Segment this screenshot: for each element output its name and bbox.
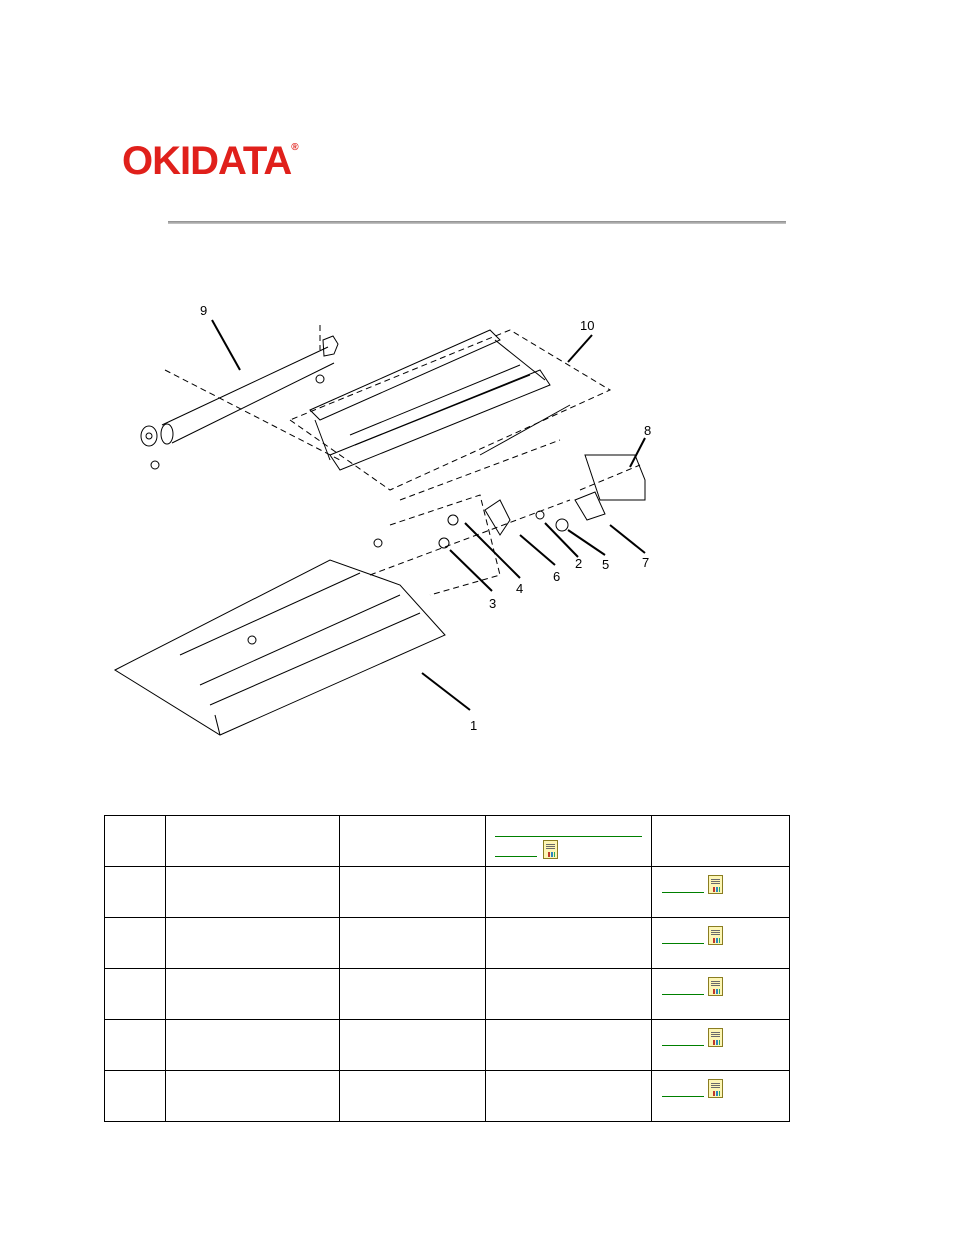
table-cell (486, 918, 652, 969)
table-cell[interactable] (652, 918, 790, 969)
table-cell (486, 1020, 652, 1071)
document-chart-icon[interactable] (708, 1028, 723, 1047)
callout-2: 2 (575, 556, 583, 571)
row-link[interactable] (662, 892, 704, 893)
frame-part (310, 330, 570, 470)
document-chart-icon[interactable] (708, 1079, 723, 1098)
callout-arrows (212, 320, 645, 710)
table-cell (166, 918, 340, 969)
callout-5: 5 (602, 557, 610, 572)
okidata-logo (122, 139, 299, 183)
row-link[interactable] (662, 943, 704, 944)
table-cell (166, 816, 340, 867)
row-link[interactable] (662, 1045, 704, 1046)
table-cell (105, 918, 166, 969)
table-header-row (105, 816, 790, 867)
table-cell[interactable] (652, 1071, 790, 1122)
table-cell (166, 867, 340, 918)
document-chart-icon[interactable] (708, 875, 723, 894)
table-cell (340, 1020, 486, 1071)
logo-text: OKIDATA (122, 139, 292, 183)
callout-10: 10 (580, 318, 595, 333)
table-cell (105, 1071, 166, 1122)
table-cell (340, 816, 486, 867)
parts-exploded-diagram (100, 295, 700, 745)
table-cell[interactable] (652, 969, 790, 1020)
header-rule (168, 221, 786, 224)
document-chart-icon[interactable] (708, 926, 723, 945)
table-cell[interactable] (652, 1020, 790, 1071)
table-cell (105, 1020, 166, 1071)
table-cell (340, 1071, 486, 1122)
table-cell (166, 969, 340, 1020)
row-link[interactable] (662, 1096, 704, 1097)
callout-7: 7 (642, 555, 650, 570)
table-cell (486, 969, 652, 1020)
table-cell (105, 867, 166, 918)
row-link[interactable] (662, 994, 704, 995)
table-cell (166, 1071, 340, 1122)
parts-table (104, 815, 790, 1122)
table-cell (340, 969, 486, 1020)
base-part (115, 560, 445, 735)
table-cell (105, 969, 166, 1020)
table-row (105, 1020, 790, 1071)
table-cell (340, 918, 486, 969)
table-cell[interactable] (486, 816, 652, 867)
callout-6: 6 (553, 569, 561, 584)
small-parts (374, 492, 605, 548)
table-row (105, 918, 790, 969)
table-cell (340, 867, 486, 918)
callout-9: 9 (200, 303, 208, 318)
callout-3: 3 (489, 596, 497, 611)
callout-1: 1 (470, 718, 478, 733)
bracket-part (585, 455, 645, 500)
table-row (105, 1071, 790, 1122)
table-cell (652, 816, 790, 867)
table-row (105, 867, 790, 918)
table-row (105, 969, 790, 1020)
table-cell (486, 1071, 652, 1122)
assembly-guide-lines (165, 325, 640, 595)
callout-8: 8 (644, 423, 652, 438)
callout-4: 4 (516, 581, 524, 596)
document-chart-icon[interactable] (543, 840, 558, 859)
table-cell[interactable] (652, 867, 790, 918)
table-cell (166, 1020, 340, 1071)
document-chart-icon[interactable] (708, 977, 723, 996)
header-link-underline (495, 856, 537, 857)
logo-registered-mark: ® (291, 142, 299, 153)
table-cell (105, 816, 166, 867)
roller-part (141, 336, 338, 469)
table-cell (486, 867, 652, 918)
